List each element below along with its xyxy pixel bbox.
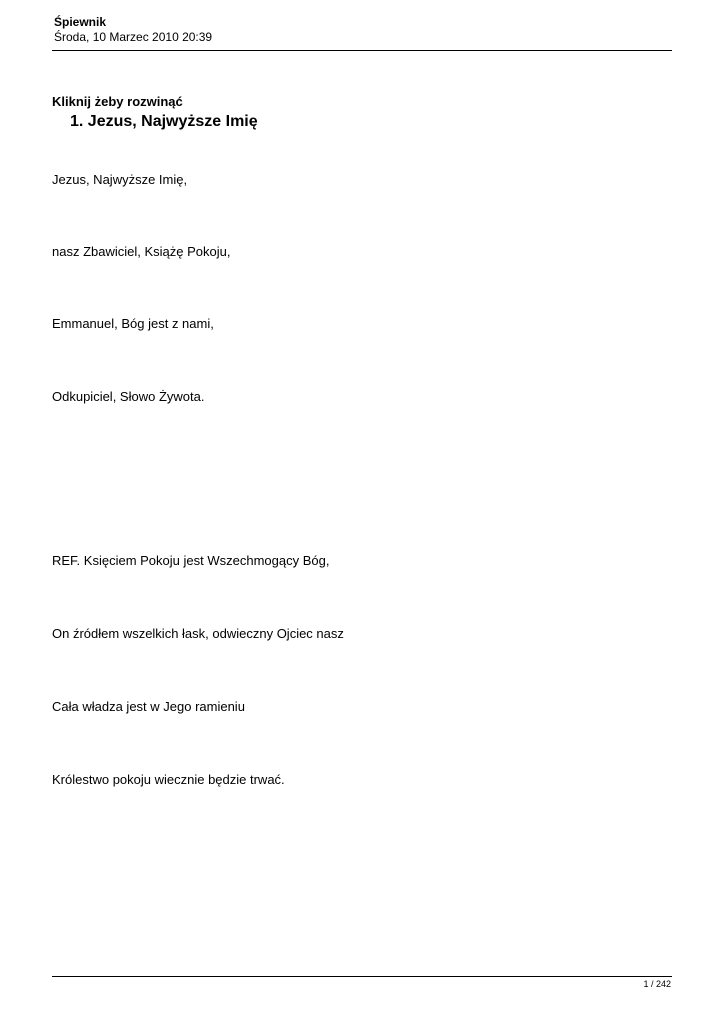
page-header (54, 15, 672, 45)
refrain-line: Królestwo pokoju wiecznie będzie trwać. (52, 772, 285, 787)
refrain-line: On źródłem wszelkich łask, odwieczny Ojciec nasz (52, 626, 344, 641)
header-date: Środa, 10 Marzec 2010 20:39 (54, 30, 213, 44)
lyric-line: Odkupiciel, Słowo Żywota. (52, 389, 205, 404)
lyric-line: Jezus, Najwyższe Imię, (52, 172, 188, 187)
lyric-line: Emmanuel, Bóg jest z nami, (52, 316, 214, 331)
footer-divider (52, 976, 672, 977)
page-number: 1 / 242 (643, 979, 671, 989)
site-title: Śpiewnik (54, 15, 107, 29)
refrain-line: Cała władza jest w Jego ramieniu (52, 699, 245, 714)
refrain-line: REF. Księciem Pokoju jest Wszechmogący Bóg, (52, 553, 330, 568)
header-divider (52, 50, 672, 51)
lyric-line: nasz Zbawiciel, Książę Pokoju, (52, 244, 231, 259)
expand-link[interactable]: Kliknij żeby rozwinąć (52, 94, 183, 109)
song-title: 1. Jezus, Najwyższe Imię (70, 113, 258, 130)
